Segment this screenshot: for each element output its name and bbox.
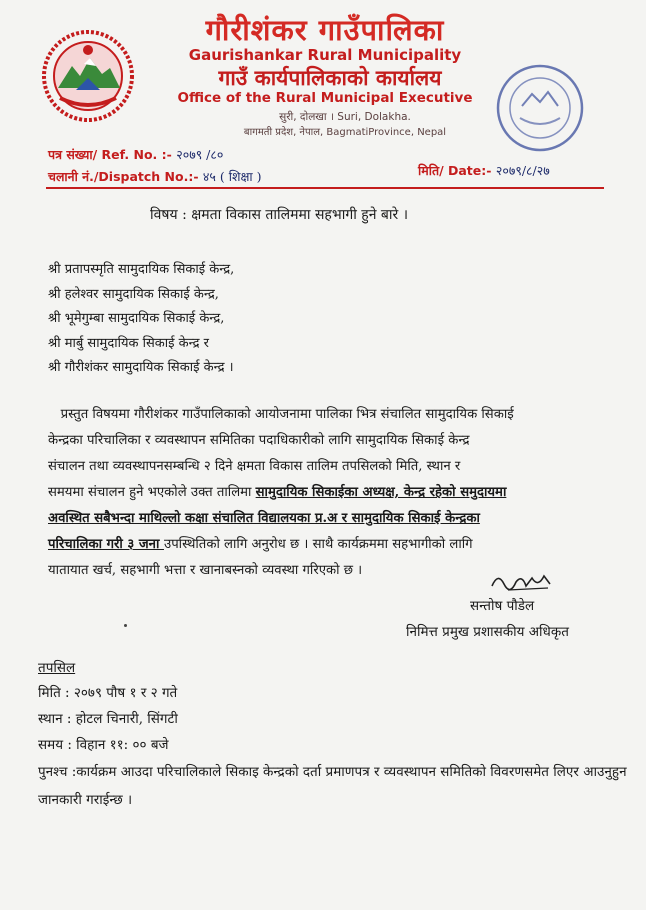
recipient-item: श्री भूमेगुम्बा सामुदायिक सिकाई केन्द्र, bbox=[48, 311, 225, 326]
address-line-1: सुरी, दोलखा । Suri, Dolakha. bbox=[279, 111, 411, 123]
recipient-item: श्री प्रतापस्मृति सामुदायिक सिकाई केन्द्र, bbox=[48, 262, 235, 277]
letter-date: मिति/ Date:- २०७९/८/२७ bbox=[418, 163, 550, 178]
body-line: समयमा संचालन हुने भएकोले उक्त तालिमा सामुदायिक सिकाईका अध्यक्ष, केन्द्र रहेको समुदायमा bbox=[48, 485, 507, 500]
reference-number: पत्र संख्या/ Ref. No. :- २०७९ /८० bbox=[48, 147, 224, 162]
body-line: केन्द्रका परिचालिका र व्यवस्थापन समितिका पदाधिकारीको लागि सामुदायिक सिकाई केन्द्र bbox=[48, 433, 470, 448]
recipient-item: श्री गौरीशंकर सामुदायिक सिकाई केन्द्र । bbox=[48, 360, 234, 375]
schedule-heading: तपसिल bbox=[38, 660, 76, 676]
postscript-note: पुनश्च :कार्यक्रम आउदा परिचालिकाले सिकाइ केन्द्रको दर्ता प्रमाणपत्र र व्यवस्थापन समितिको विवरणसमेत लिएर आउनुहुन जानकारी गराईन्छ । bbox=[38, 764, 627, 808]
stray-mark bbox=[124, 624, 127, 627]
address-line-2: बागमती प्रदेश, नेपाल, BagmatiProvince, Nepal bbox=[243, 127, 447, 138]
recipient-list bbox=[48, 258, 234, 381]
municipality-emblem-icon bbox=[40, 28, 136, 124]
office-name-english: Office of the Rural Municipal Executive bbox=[177, 90, 473, 106]
letter-body bbox=[48, 402, 623, 584]
schedule-place: स्थान : होटल चिनारी, सिंगटी bbox=[38, 711, 178, 727]
body-line: प्रस्तुत विषयमा गौरीशंकर गाउँपालिकाको आयोजनामा पालिका भित्र संचालित सामुदायिक सिकाई bbox=[60, 407, 514, 422]
office-name-nepali: गाउँ कार्यपालिकाको कार्यालय bbox=[218, 65, 442, 90]
body-line: यातायात खर्च, सहभागी भत्ता र खानाबस्नको व्यवस्था गरिएको छ । bbox=[48, 563, 363, 578]
body-line: संचालन तथा व्यवस्थापनसम्बन्धि २ दिने क्षमता विकास तालिम तपसिलको मिति, स्थान र bbox=[48, 459, 461, 474]
recipient-item: श्री मार्बु सामुदायिक सिकाई केन्द्र र bbox=[48, 335, 209, 351]
schedule-date: मिति : २०७९ पौष १ र २ गते bbox=[38, 685, 178, 701]
header-divider bbox=[46, 187, 604, 189]
body-line: अवस्थित सबैभन्दा माथिल्लो कक्षा संचालित विद्यालयका प्र.अ र सामुदायिक सिकाई केन्द्रका bbox=[48, 511, 480, 526]
schedule-time: समय : विहान ११: ०० बजे bbox=[38, 737, 169, 753]
body-line: परिचालिका गरी ३ जना उपस्थितिको लागि अनुरोध छ । साथै कार्यक्रममा सहभागीको लागि bbox=[48, 537, 473, 552]
signatory-title: निमित्त प्रमुख प्रशासकीय अधिकृत bbox=[406, 624, 569, 640]
subject-line: विषय : क्षमता विकास तालिममा सहभागी हुने बारे । bbox=[150, 207, 409, 223]
signature-icon bbox=[488, 568, 558, 596]
signatory-name: सन्तोष पौडेल bbox=[470, 598, 535, 614]
municipality-name-nepali: गौरीशंकर गाउँपालिका bbox=[205, 13, 445, 47]
dispatch-number: चलानी नं./Dispatch No.:- ४५ ( शिक्षा ) bbox=[48, 169, 262, 184]
recipient-item: श्री हलेश्वर सामुदायिक सिकाई केन्द्र, bbox=[48, 286, 219, 302]
office-stamp-icon bbox=[490, 58, 590, 158]
municipality-name-english: Gaurishankar Rural Municipality bbox=[188, 46, 462, 64]
